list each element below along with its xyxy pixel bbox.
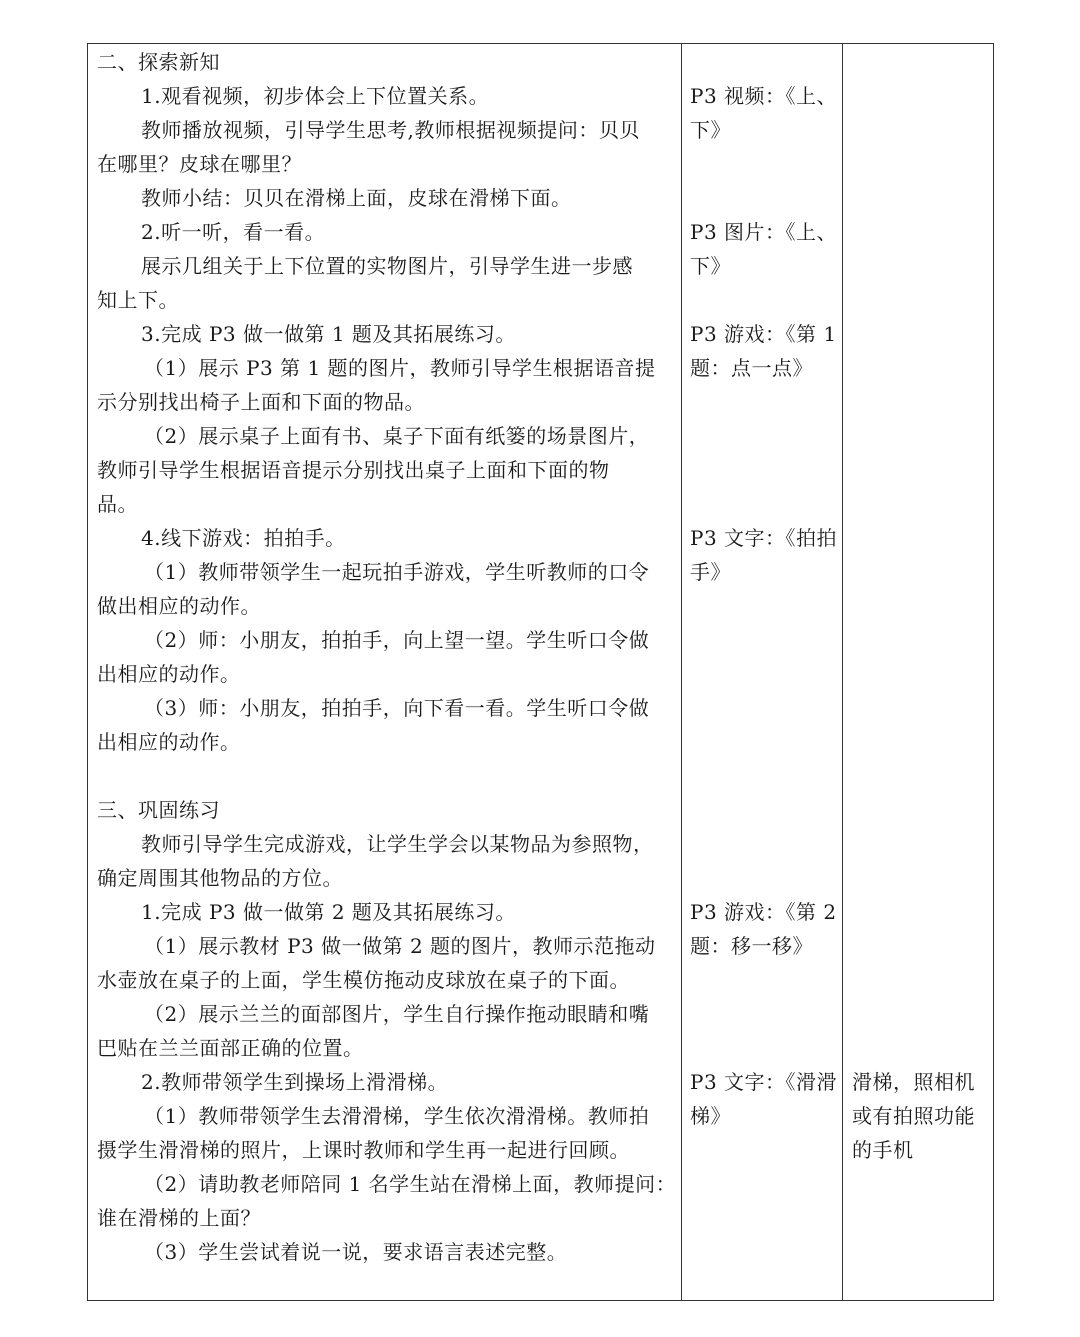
resource-label: 下》 bbox=[690, 254, 731, 278]
resource-label: P3 游戏：《第 1 bbox=[690, 322, 837, 346]
resource-label: P3 游戏：《第 2 bbox=[690, 900, 837, 924]
paragraph-line: （1）教师带领学生一起玩拍手游戏，学生听教师的口令 bbox=[144, 560, 650, 584]
paragraph-line: 出相应的动作。 bbox=[97, 730, 241, 754]
paragraph-line: 在哪里？皮球在哪里？ bbox=[97, 152, 302, 176]
paragraph-line: 水壶放在桌子的上面，学生模仿拖动皮球放在桌子的下面。 bbox=[97, 968, 630, 992]
tool-text: 或有拍照功能 bbox=[852, 1104, 975, 1128]
resource-label: 题：点一点》 bbox=[690, 356, 813, 380]
resource-label: 下》 bbox=[690, 118, 731, 142]
process-column bbox=[88, 44, 681, 1300]
resource-label: 手》 bbox=[690, 560, 731, 584]
paragraph-line: 教师小结：贝贝在滑梯上面，皮球在滑梯下面。 bbox=[141, 186, 572, 210]
step-heading: 3.完成 P3 做一做第 1 题及其拓展练习。 bbox=[141, 322, 516, 346]
step-heading: 2.听一听，看一看。 bbox=[141, 220, 326, 244]
paragraph-line: 谁在滑梯的上面？ bbox=[97, 1206, 261, 1230]
resources-column bbox=[681, 44, 842, 1300]
tool-text: 滑梯，照相机 bbox=[852, 1070, 975, 1094]
paragraph-line: 展示几组关于上下位置的实物图片，引导学生进一步感 bbox=[141, 254, 633, 278]
step-heading: 2.教师带领学生到操场上滑滑梯。 bbox=[141, 1070, 449, 1094]
paragraph-line: （2）师：小朋友，拍拍手，向上望一望。学生听口令做 bbox=[144, 628, 650, 652]
resource-label: P3 文字：《滑滑 bbox=[690, 1070, 838, 1094]
step-heading: 1.完成 P3 做一做第 2 题及其拓展练习。 bbox=[141, 900, 516, 924]
paragraph-line: 示分别找出椅子上面和下面的物品。 bbox=[97, 390, 425, 414]
paragraph-line: 教师引导学生完成游戏，让学生学会以某物品为参照物， bbox=[141, 832, 654, 856]
paragraph-line: （1）展示教材 P3 做一做第 2 题的图片，教师示范拖动 bbox=[144, 934, 656, 958]
paragraph-line: 做出相应的动作。 bbox=[97, 594, 261, 618]
paragraph-line: （1）展示 P3 第 1 题的图片，教师引导学生根据语音提 bbox=[144, 356, 656, 380]
paragraph-line: 摄学生滑滑梯的照片，上课时教师和学生再一起进行回顾。 bbox=[97, 1138, 630, 1162]
paragraph-line: 教师播放视频，引导学生思考,教师根据视频提问：贝贝 bbox=[141, 118, 640, 142]
step-heading: 4.线下游戏：拍拍手。 bbox=[141, 526, 346, 550]
paragraph-line: （1）教师带领学生去滑滑梯，学生依次滑滑梯。教师拍 bbox=[144, 1104, 650, 1128]
section-title: 二、探索新知 bbox=[97, 50, 220, 74]
paragraph-line: 巴贴在兰兰面部正确的位置。 bbox=[97, 1036, 364, 1060]
resource-label: P3 文字：《拍拍 bbox=[690, 526, 838, 550]
resource-label: 梯》 bbox=[690, 1104, 731, 1128]
step-heading: 1.观看视频，初步体会上下位置关系。 bbox=[141, 84, 490, 108]
paragraph-line: （2）展示兰兰的面部图片，学生自行操作拖动眼睛和嘴 bbox=[144, 1002, 650, 1026]
lesson-table bbox=[87, 43, 994, 1301]
tools-column bbox=[842, 44, 995, 1300]
resource-label: P3 图片：《上、 bbox=[690, 220, 838, 244]
resource-label: P3 视频：《上、 bbox=[690, 84, 838, 108]
resource-label: 题：移一移》 bbox=[690, 934, 813, 958]
paragraph-line: 知上下。 bbox=[97, 288, 179, 312]
paragraph-line: 确定周围其他物品的方位。 bbox=[97, 866, 343, 890]
tool-text: 的手机 bbox=[852, 1138, 914, 1162]
paragraph-line: （2）展示桌子上面有书、桌子下面有纸篓的场景图片， bbox=[144, 424, 650, 448]
paragraph-line: 品。 bbox=[97, 492, 138, 516]
paragraph-line: 教师引导学生根据语音提示分别找出桌子上面和下面的物 bbox=[97, 458, 610, 482]
paragraph-line: （2）请助教老师陪同 1 名学生站在滑梯上面，教师提问： bbox=[144, 1172, 677, 1196]
paragraph-line: （3）学生尝试着说一说，要求语言表述完整。 bbox=[144, 1240, 568, 1264]
paragraph-line: （3）师：小朋友，拍拍手，向下看一看。学生听口令做 bbox=[144, 696, 650, 720]
paragraph-line: 出相应的动作。 bbox=[97, 662, 241, 686]
section-title: 三、巩固练习 bbox=[97, 798, 220, 822]
